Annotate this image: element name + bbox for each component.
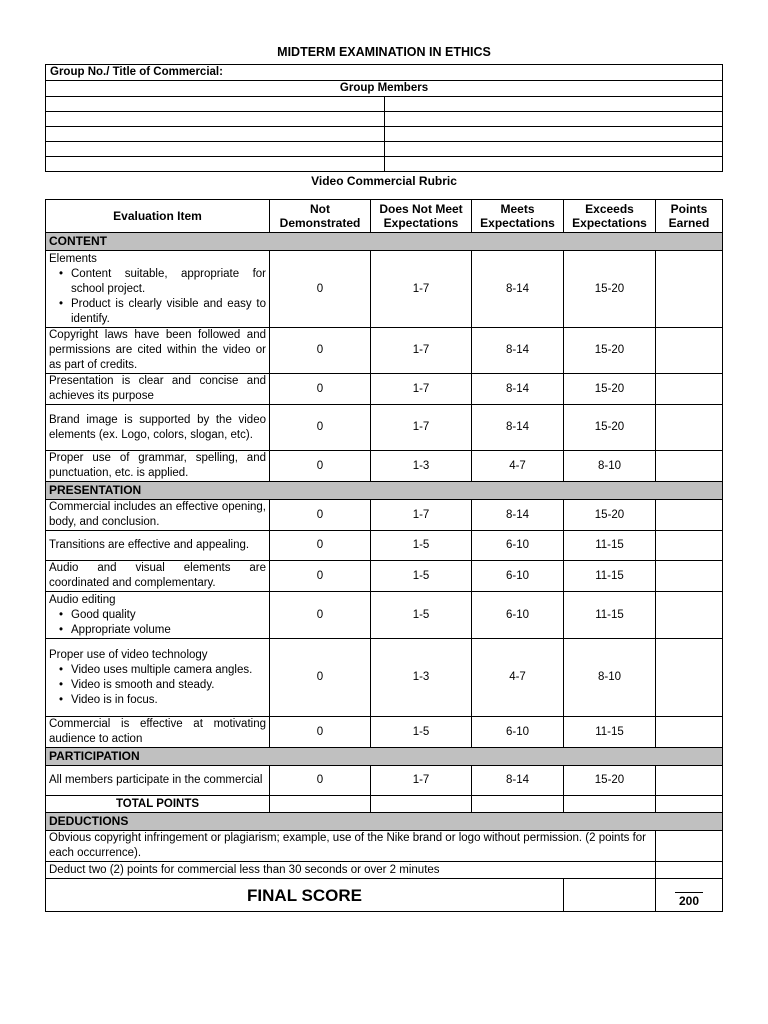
header-evaluation-item: Evaluation Item bbox=[46, 200, 270, 233]
table-row bbox=[46, 592, 723, 639]
points-earned-cell[interactable] bbox=[656, 561, 723, 592]
header-meets: Meets Expectations bbox=[472, 200, 564, 233]
final-score-total: 200 bbox=[675, 892, 703, 911]
score-exceeds: 15-20 bbox=[564, 766, 656, 796]
deduction-text: Obvious copyright infringement or plagiarism; example, use of the Nike brand or logo without permission. (2 points for each occurrence). bbox=[46, 831, 656, 862]
header-does-not-meet: Does Not Meet Expectations bbox=[371, 200, 472, 233]
points-earned-cell[interactable] bbox=[656, 405, 723, 451]
points-earned-cell[interactable] bbox=[656, 531, 723, 561]
table-row bbox=[46, 766, 723, 796]
points-earned-cell[interactable] bbox=[656, 451, 723, 482]
exam-title: MIDTERM EXAMINATION IN ETHICS bbox=[277, 45, 491, 59]
item-label: Proper use of video technology bbox=[49, 648, 208, 661]
score-meets: 6-10 bbox=[472, 717, 564, 748]
score-meets: 6-10 bbox=[472, 531, 564, 561]
points-earned-cell[interactable] bbox=[656, 639, 723, 717]
score-meets: 4-7 bbox=[472, 451, 564, 482]
score-meets: 8-14 bbox=[472, 500, 564, 531]
score-does-not-meet: 1-7 bbox=[371, 251, 472, 328]
points-earned-cell[interactable] bbox=[656, 500, 723, 531]
member-cell[interactable] bbox=[46, 127, 385, 142]
section-label: CONTENT bbox=[46, 233, 723, 251]
score-exceeds: 8-10 bbox=[564, 639, 656, 717]
item-label: Audio editing bbox=[49, 593, 116, 606]
member-cell[interactable] bbox=[385, 157, 723, 172]
deduction-row bbox=[46, 831, 723, 862]
total-points-row bbox=[46, 796, 723, 813]
item-label: Elements bbox=[49, 252, 97, 265]
bullet-item: • Video uses multiple camera angles. bbox=[71, 663, 266, 678]
section-label: DEDUCTIONS bbox=[46, 813, 723, 831]
evaluation-item: Audio and visual elements are coordinated and complementary. bbox=[46, 561, 270, 592]
bullet-item: • Video is smooth and steady. bbox=[71, 678, 266, 693]
total-points-earned-cell[interactable] bbox=[656, 796, 723, 813]
score-exceeds: 11-15 bbox=[564, 561, 656, 592]
table-row bbox=[46, 451, 723, 482]
score-does-not-meet: 1-3 bbox=[371, 451, 472, 482]
score-meets: 8-14 bbox=[472, 405, 564, 451]
section-row-participation bbox=[46, 748, 723, 766]
total-cell bbox=[270, 796, 371, 813]
evaluation-item: All members participate in the commercial bbox=[46, 766, 270, 796]
bullet-item: • Video is in focus. bbox=[71, 693, 266, 708]
member-cell[interactable] bbox=[46, 112, 385, 127]
member-cell[interactable] bbox=[46, 142, 385, 157]
score-exceeds: 15-20 bbox=[564, 328, 656, 374]
score-exceeds: 11-15 bbox=[564, 717, 656, 748]
rubric-title: Video Commercial Rubric bbox=[311, 174, 457, 188]
section-row-deductions bbox=[46, 813, 723, 831]
points-earned-cell[interactable] bbox=[656, 766, 723, 796]
score-exceeds: 15-20 bbox=[564, 500, 656, 531]
score-does-not-meet: 1-3 bbox=[371, 639, 472, 717]
member-cell[interactable] bbox=[385, 97, 723, 112]
score-exceeds: 15-20 bbox=[564, 405, 656, 451]
score-not-demonstrated: 0 bbox=[270, 374, 371, 405]
bullet-item: • Appropriate volume bbox=[71, 623, 266, 638]
member-cell[interactable] bbox=[385, 142, 723, 157]
header-points-earned: Points Earned bbox=[656, 200, 723, 233]
member-cell[interactable] bbox=[46, 97, 385, 112]
evaluation-item: Commercial includes an effective opening, body, and conclusion. bbox=[46, 500, 270, 531]
points-earned-cell[interactable] bbox=[656, 328, 723, 374]
table-row bbox=[46, 531, 723, 561]
section-label: PRESENTATION bbox=[46, 482, 723, 500]
score-not-demonstrated: 0 bbox=[270, 251, 371, 328]
evaluation-item: Presentation is clear and concise and achieves its purpose bbox=[46, 374, 270, 405]
deduction-points-cell[interactable] bbox=[656, 862, 723, 879]
score-not-demonstrated: 0 bbox=[270, 639, 371, 717]
final-score-label: FINAL SCORE bbox=[46, 879, 564, 912]
bullet-item: • Product is clearly visible and easy to identify. bbox=[71, 297, 266, 327]
rubric-table bbox=[45, 199, 723, 912]
score-meets: 8-14 bbox=[472, 374, 564, 405]
group-members-label: Group Members bbox=[46, 81, 723, 97]
score-does-not-meet: 1-5 bbox=[371, 561, 472, 592]
score-not-demonstrated: 0 bbox=[270, 500, 371, 531]
section-label: PARTICIPATION bbox=[46, 748, 723, 766]
score-not-demonstrated: 0 bbox=[270, 451, 371, 482]
member-cell[interactable] bbox=[385, 112, 723, 127]
score-does-not-meet: 1-5 bbox=[371, 531, 472, 561]
score-not-demonstrated: 0 bbox=[270, 328, 371, 374]
score-exceeds: 15-20 bbox=[564, 251, 656, 328]
table-row bbox=[46, 405, 723, 451]
score-meets: 6-10 bbox=[472, 592, 564, 639]
section-row-content bbox=[46, 233, 723, 251]
score-not-demonstrated: 0 bbox=[270, 592, 371, 639]
deduction-points-cell[interactable] bbox=[656, 831, 723, 862]
score-meets: 6-10 bbox=[472, 561, 564, 592]
section-row-presentation bbox=[46, 482, 723, 500]
score-meets: 8-14 bbox=[472, 328, 564, 374]
score-not-demonstrated: 0 bbox=[270, 561, 371, 592]
deduction-text: Deduct two (2) points for commercial less than 30 seconds or over 2 minutes bbox=[46, 862, 656, 879]
total-cell bbox=[564, 796, 656, 813]
evaluation-item bbox=[46, 251, 270, 328]
table-row bbox=[46, 717, 723, 748]
table-row bbox=[46, 251, 723, 328]
evaluation-item: Proper use of grammar, spelling, and punctuation, etc. is applied. bbox=[46, 451, 270, 482]
score-does-not-meet: 1-7 bbox=[371, 328, 472, 374]
bullet-item: • Content suitable, appropriate for school project. bbox=[71, 267, 266, 297]
score-exceeds: 15-20 bbox=[564, 374, 656, 405]
final-score-box[interactable] bbox=[656, 879, 723, 912]
points-earned-cell[interactable] bbox=[656, 251, 723, 328]
table-row bbox=[46, 374, 723, 405]
table-row bbox=[46, 561, 723, 592]
score-does-not-meet: 1-5 bbox=[371, 717, 472, 748]
score-meets: 8-14 bbox=[472, 251, 564, 328]
evaluation-item: Commercial is effective at motivating audience to action bbox=[46, 717, 270, 748]
evaluation-item: Transitions are effective and appealing. bbox=[46, 531, 270, 561]
group-title-label: Group No./ Title of Commercial: bbox=[46, 65, 723, 81]
bullet-item: • Good quality bbox=[71, 608, 266, 623]
final-score-blank bbox=[564, 879, 656, 912]
evaluation-item: Copyright laws have been followed and permissions are cited within the video or as part of credits. bbox=[46, 328, 270, 374]
member-cell[interactable] bbox=[385, 127, 723, 142]
evaluation-item: Brand image is supported by the video elements (ex. Logo, colors, slogan, etc). bbox=[46, 405, 270, 451]
points-earned-cell[interactable] bbox=[656, 717, 723, 748]
total-cell bbox=[472, 796, 564, 813]
final-score-row bbox=[46, 879, 723, 912]
score-exceeds: 11-15 bbox=[564, 531, 656, 561]
score-not-demonstrated: 0 bbox=[270, 766, 371, 796]
evaluation-item bbox=[46, 639, 270, 717]
group-info-table bbox=[45, 64, 723, 172]
score-not-demonstrated: 0 bbox=[270, 717, 371, 748]
evaluation-item bbox=[46, 592, 270, 639]
score-exceeds: 11-15 bbox=[564, 592, 656, 639]
deduction-row bbox=[46, 862, 723, 879]
table-row bbox=[46, 639, 723, 717]
score-meets: 8-14 bbox=[472, 766, 564, 796]
score-not-demonstrated: 0 bbox=[270, 405, 371, 451]
score-does-not-meet: 1-5 bbox=[371, 592, 472, 639]
points-earned-cell[interactable] bbox=[656, 592, 723, 639]
score-exceeds: 8-10 bbox=[564, 451, 656, 482]
header-exceeds: Exceeds Expectations bbox=[564, 200, 656, 233]
member-cell[interactable] bbox=[46, 157, 385, 172]
score-meets: 4-7 bbox=[472, 639, 564, 717]
score-does-not-meet: 1-7 bbox=[371, 500, 472, 531]
points-earned-cell[interactable] bbox=[656, 374, 723, 405]
total-points-label: TOTAL POINTS bbox=[46, 796, 270, 813]
score-does-not-meet: 1-7 bbox=[371, 405, 472, 451]
score-does-not-meet: 1-7 bbox=[371, 766, 472, 796]
score-does-not-meet: 1-7 bbox=[371, 374, 472, 405]
header-not-demonstrated: Not Demonstrated bbox=[270, 200, 371, 233]
table-row bbox=[46, 328, 723, 374]
total-cell bbox=[371, 796, 472, 813]
table-row bbox=[46, 500, 723, 531]
score-not-demonstrated: 0 bbox=[270, 531, 371, 561]
rubric-header-row bbox=[46, 200, 723, 233]
